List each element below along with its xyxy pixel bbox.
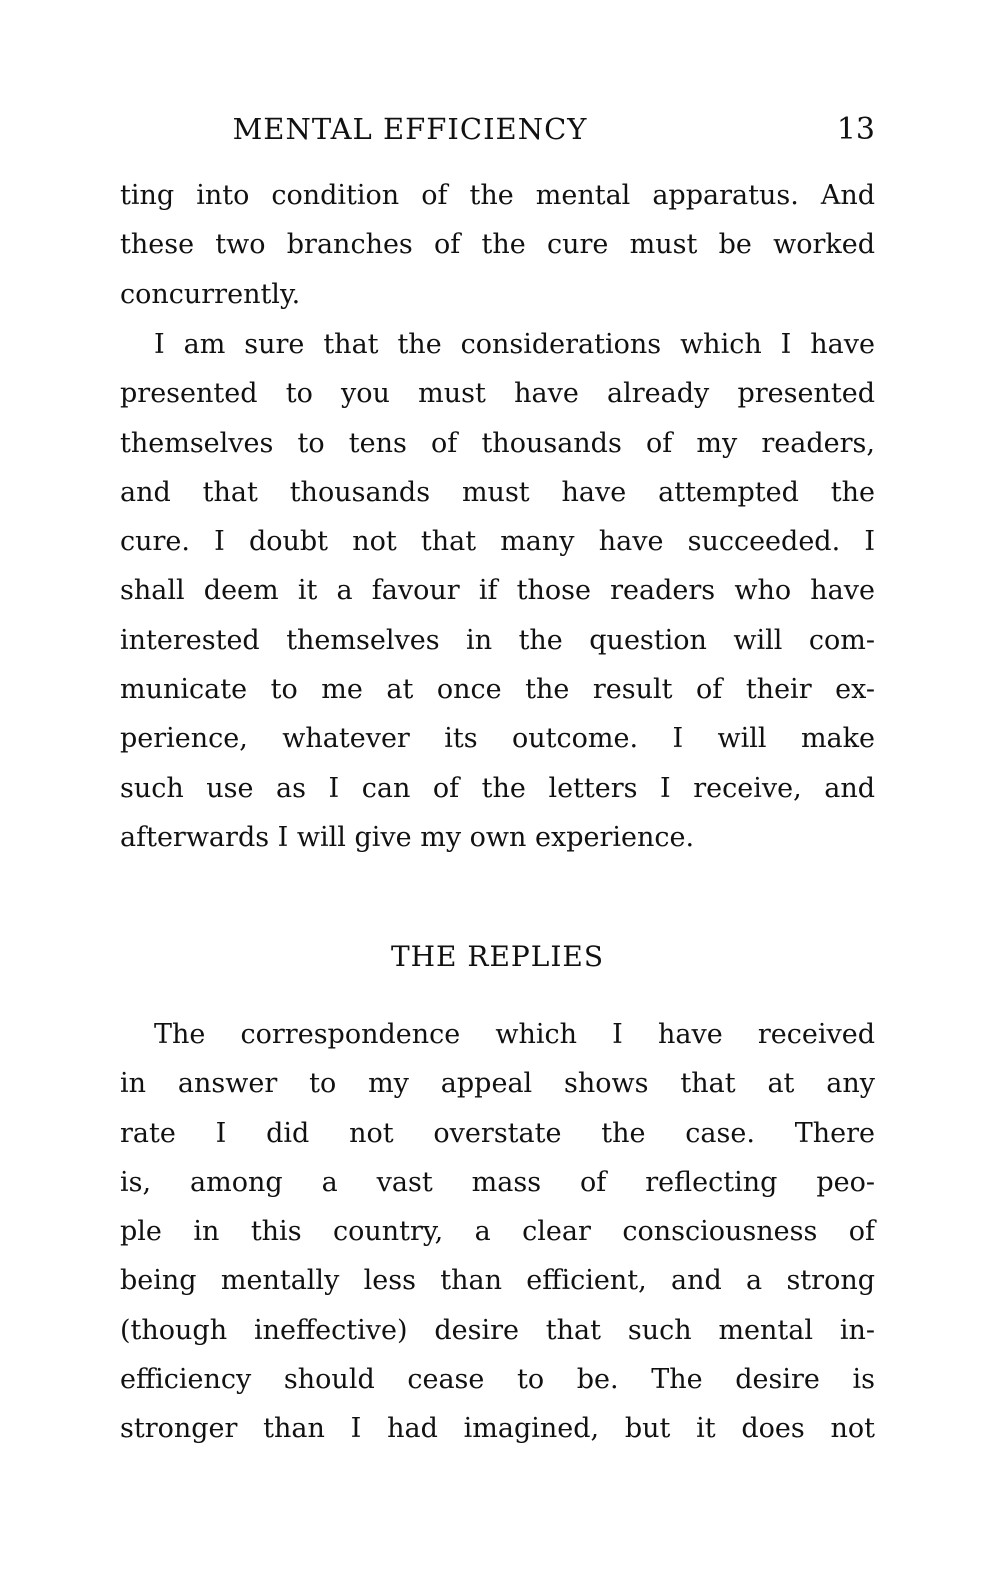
text-line: and that thousands must have attempted the [120, 476, 875, 508]
text-line: interested themselves in the question will com- [120, 624, 875, 656]
paragraph-replies [120, 1010, 875, 1454]
text-line: efficiency should cease to be. The desire is [120, 1364, 875, 1396]
text-line: perience, whatever its outcome. I will make [120, 723, 875, 755]
running-head [120, 112, 875, 152]
text-line: afterwards I will give my own experience. [120, 821, 695, 853]
text-line: stronger than I had imagined, but it does not [120, 1413, 875, 1445]
paragraph-considerations [120, 320, 875, 862]
text-line: rate I did not overstate the case. There [120, 1117, 875, 1149]
running-title: MENTAL EFFICIENCY [232, 112, 588, 146]
text-line: (though ineffective) desire that such mental in- [120, 1314, 875, 1346]
section-heading: THE REPLIES [390, 940, 605, 973]
text-line: themselves to tens of thousands of my readers, [120, 427, 875, 459]
text-line: such use as I can of the letters I receive, and [120, 772, 875, 804]
text-line: is, among a vast mass of reflecting peo- [120, 1166, 875, 1198]
text-line: being mentally less than efficient, and a strong [120, 1265, 875, 1297]
text-line: ting into condition of the mental apparatus. And [120, 180, 875, 211]
text-line: ple in this country, a clear consciousness of [120, 1216, 875, 1248]
paragraph [120, 320, 875, 862]
text-line: shall deem it a favour if those readers who have [120, 575, 875, 607]
paragraph [120, 171, 875, 319]
paragraph [120, 1010, 875, 1454]
text-line: cure. I doubt not that many have succeeded. I [120, 526, 875, 558]
text-line: presented to you must have already presented [120, 378, 875, 410]
text-line: The correspondence which I have received [154, 1019, 875, 1050]
paragraph-continuation [120, 171, 875, 319]
text-line: these two branches of the cure must be worked [120, 229, 875, 261]
text-line: municate to me at once the result of their ex- [120, 674, 875, 706]
page-number: 13 [836, 112, 875, 147]
text-line: in answer to my appeal shows that at any [120, 1068, 875, 1100]
text-line: I am sure that the considerations which I have [154, 329, 875, 360]
text-line: concurrently. [120, 278, 301, 310]
